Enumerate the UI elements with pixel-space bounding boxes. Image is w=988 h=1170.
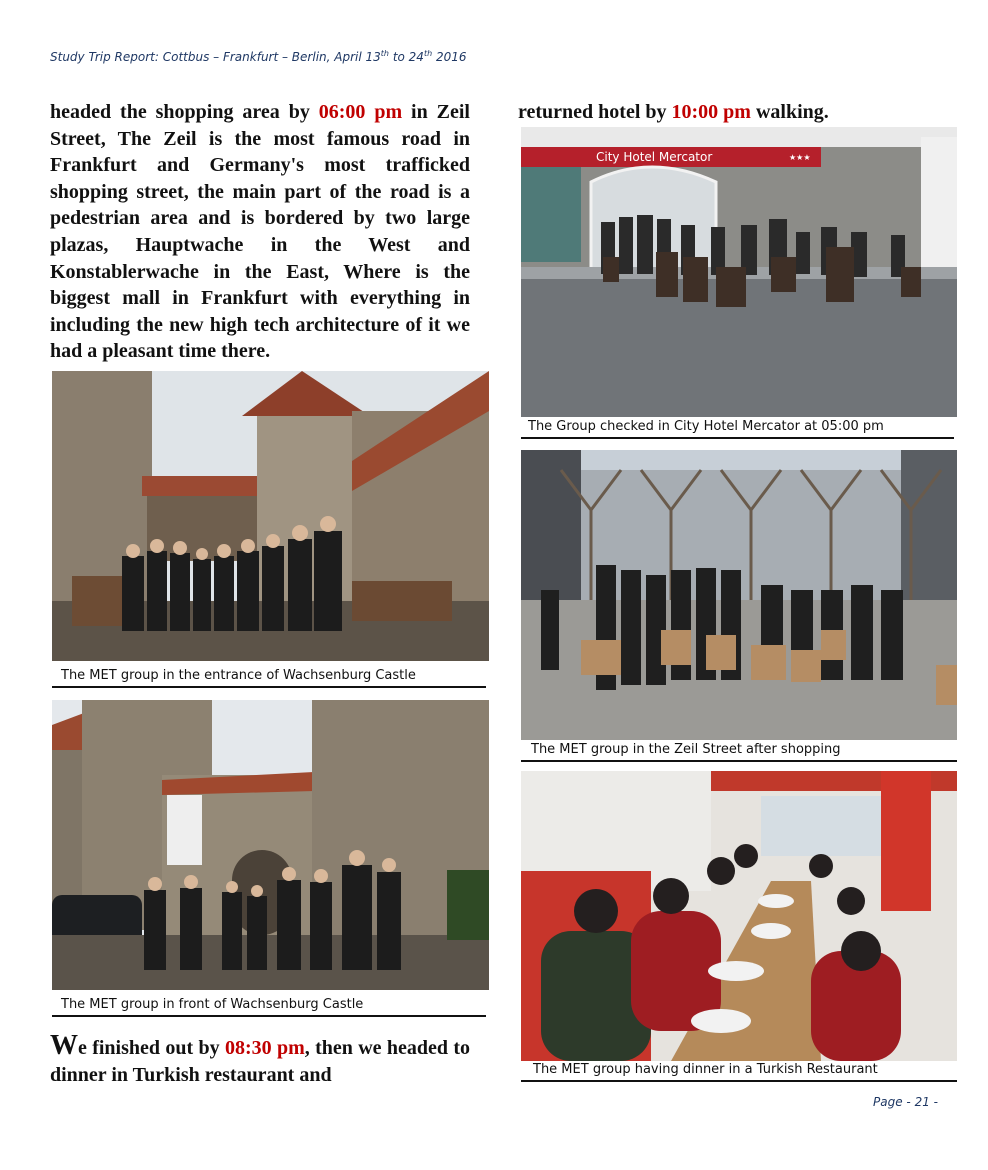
photo-castle-entrance xyxy=(52,371,489,661)
header-text-year: 2016 xyxy=(432,50,467,64)
header-text-mid: to 24 xyxy=(389,50,424,64)
paragraph-text: e finished out by xyxy=(78,1037,225,1059)
header-text: Study Trip Report: Cottbus – Frankfurt – Berlin, April 13 xyxy=(50,50,381,64)
hotel-stars: ★★★ xyxy=(789,153,811,162)
bottom-paragraph xyxy=(50,1030,470,1088)
paragraph-text: returned hotel by xyxy=(518,101,672,123)
paragraph-text: walking. xyxy=(750,101,829,123)
time-highlight: 08:30 pm xyxy=(224,1037,305,1059)
caption-restaurant: The MET group having dinner in a Turkish Restaurant xyxy=(521,1062,957,1082)
running-header xyxy=(50,49,467,64)
header-superscript-2: th xyxy=(423,49,433,58)
drop-letter: W xyxy=(50,1030,78,1061)
left-paragraph xyxy=(50,99,470,365)
caption-castle-front: The MET group in front of Wachsenburg Castle xyxy=(52,997,486,1017)
page-number: Page - 21 - xyxy=(873,1095,938,1109)
photo-hotel xyxy=(521,127,957,417)
photo-castle-front xyxy=(52,700,489,990)
caption-castle-entrance: The MET group in the entrance of Wachsenburg Castle xyxy=(52,668,486,688)
photo-zeil-street xyxy=(521,450,957,740)
caption-hotel: The Group checked in City Hotel Mercator at 05:00 pm xyxy=(521,419,954,439)
time-highlight: 06:00 pm xyxy=(318,101,403,123)
photo-restaurant xyxy=(521,771,957,1061)
paragraph-text: in Zeil Street, The Zeil is the most famous road in Frankfurt and Germany's most trafficked shopping street, the main part of the road is a pedestrian area and is bordered by two large plazas, Hauptwache in the West and Konstablerwache in the East, Where is the biggest mall in Frankfurt with everything in including the new high tech architecture of it we had a pleasant time there. xyxy=(50,101,470,363)
paragraph-text: headed the shopping area by xyxy=(50,101,319,123)
time-highlight: 10:00 pm xyxy=(671,101,751,123)
paragraph-text: , then we headed to dinner in Turkish restaurant and xyxy=(50,1037,470,1086)
hotel-sign: City Hotel Mercator xyxy=(596,150,713,164)
right-paragraph xyxy=(518,99,958,126)
caption-zeil-street: The MET group in the Zeil Street after shopping xyxy=(521,742,957,762)
header-superscript: th xyxy=(380,49,389,58)
